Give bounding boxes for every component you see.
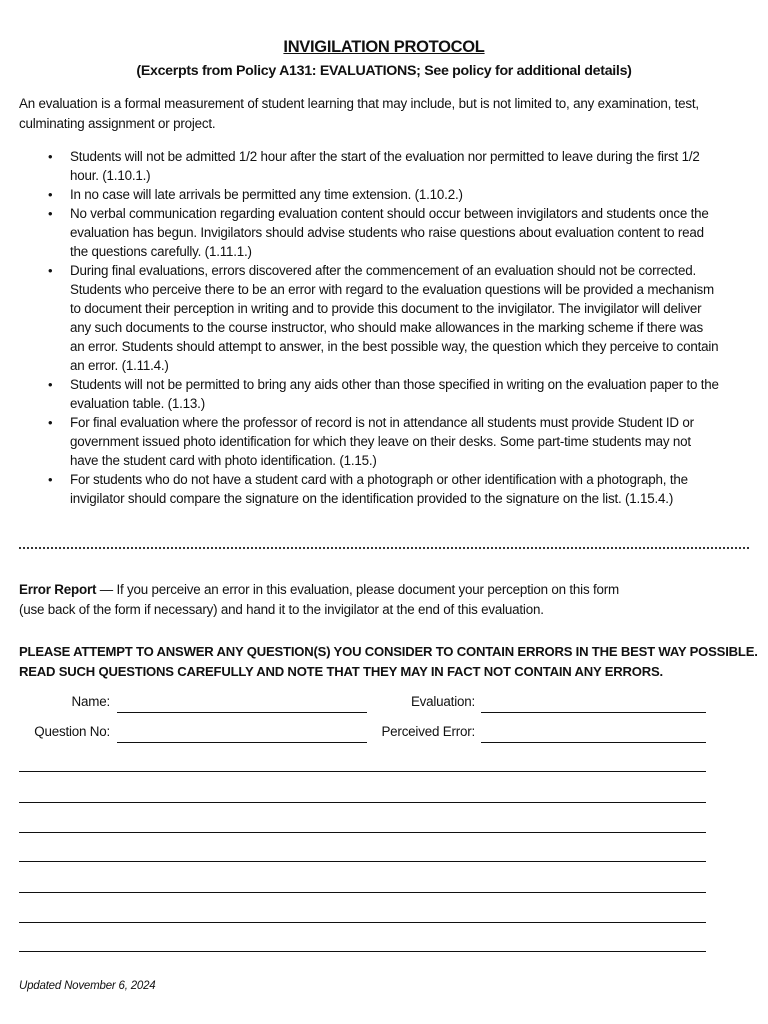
rule-text: No verbal communication regarding evaluation content should occur between invigilators and students once the evaluation has begun. Invigilators should advise students who raise questions about evaluation content to read the questions carefully. (1.11.1.)	[70, 206, 709, 259]
page-title: INVIGILATION PROTOCOL	[283, 38, 485, 56]
bullet-icon: •	[48, 187, 53, 202]
intro-paragraph: An evaluation is a formal measurement of student learning that may include, but is not limited to, any examination, test, culminating assignment or project.	[19, 96, 699, 131]
question-number-field[interactable]	[117, 742, 367, 743]
writing-line[interactable]	[19, 861, 706, 862]
rule-text: In no case will late arrivals be permitted any time extension. (1.10.2.)	[70, 187, 463, 202]
instruction-line-1: PLEASE ATTEMPT TO ANSWER ANY QUESTION(S) YOU CONSIDER TO CONTAIN ERRORS IN THE BEST WAY POSSIBLE.	[19, 644, 758, 659]
error-report-text-1: — If you perceive an error in this evaluation, please document your perception on this form	[96, 582, 619, 597]
writing-line[interactable]	[19, 951, 706, 952]
name-label: Name:	[71, 694, 110, 709]
list-item	[19, 204, 719, 261]
list-item	[19, 375, 719, 413]
bullet-icon: •	[48, 263, 53, 278]
bullet-icon: •	[48, 206, 53, 221]
instruction-block	[19, 642, 759, 682]
bullet-icon: •	[48, 472, 53, 487]
list-item	[19, 185, 719, 204]
bullet-icon: •	[48, 149, 53, 164]
list-item	[19, 147, 719, 185]
error-report-heading: Error Report	[19, 582, 97, 597]
list-item	[19, 261, 719, 375]
rule-text: During final evaluations, errors discovered after the commencement of an evaluation should not be corrected. Students who perceive there to be an error with regard to the evaluation questions will be provided a mechanism to document their perception in writing and to provide this document to the invigilator. The invigilator will deliver any such documents to the course instructor, who should make allowances in the marking scheme if there was an error. Students should attempt to answer, in the best possible way, the question which they perceive to contain an error. (1.11.4.)	[70, 263, 719, 373]
list-item	[19, 413, 719, 470]
rule-text: Students will not be admitted 1/2 hour after the start of the evaluation nor permitted to leave during the first 1/2 hour. (1.10.1.)	[70, 149, 700, 183]
rule-text: Students will not be permitted to bring any aids other than those specified in writing on the evaluation paper to the evaluation table. (1.13.)	[70, 377, 719, 411]
error-report-line-1	[19, 580, 759, 600]
question-number-label: Question No:	[34, 724, 110, 739]
writing-line[interactable]	[19, 802, 706, 803]
instruction-line-2: READ SUCH QUESTIONS CAREFULLY AND NOTE THAT THEY MAY IN FACT NOT CONTAIN ANY ERRORS.	[19, 664, 663, 679]
writing-line[interactable]	[19, 832, 706, 833]
writing-line[interactable]	[19, 892, 706, 893]
list-item	[19, 470, 719, 508]
bullet-icon: •	[48, 415, 53, 430]
error-report-text-2: (use back of the form if necessary) and hand it to the invigilator at the end of this evaluation.	[19, 602, 544, 617]
error-report-paragraph	[19, 580, 759, 620]
bullet-icon: •	[48, 377, 53, 392]
protocol-rules-list	[19, 147, 719, 508]
updated-date-footer: Updated November 6, 2024	[19, 980, 156, 992]
evaluation-label: Evaluation:	[410, 694, 475, 709]
rule-text: For final evaluation where the professor of record is not in attendance all students must provide Student ID or government issued photo identification for which they leave on their desks. Some part-time students may not have the student card with photo identification. (1.15.)	[70, 415, 694, 468]
writing-line[interactable]	[19, 922, 706, 923]
page-subtitle: (Excerpts from Policy A131: EVALUATIONS; See policy for additional details)	[136, 63, 632, 79]
evaluation-field[interactable]	[481, 712, 706, 713]
perceived-error-field[interactable]	[481, 742, 706, 743]
name-field[interactable]	[117, 712, 367, 713]
writing-line[interactable]	[19, 771, 706, 772]
rule-text: For students who do not have a student card with a photograph or other identification with a photograph, the invigilator should compare the signature on the identification provided to the signature on the list. (1.15.4.)	[70, 472, 688, 506]
perceived-error-label: Perceived Error:	[381, 724, 475, 739]
cut-line-divider	[19, 547, 749, 549]
